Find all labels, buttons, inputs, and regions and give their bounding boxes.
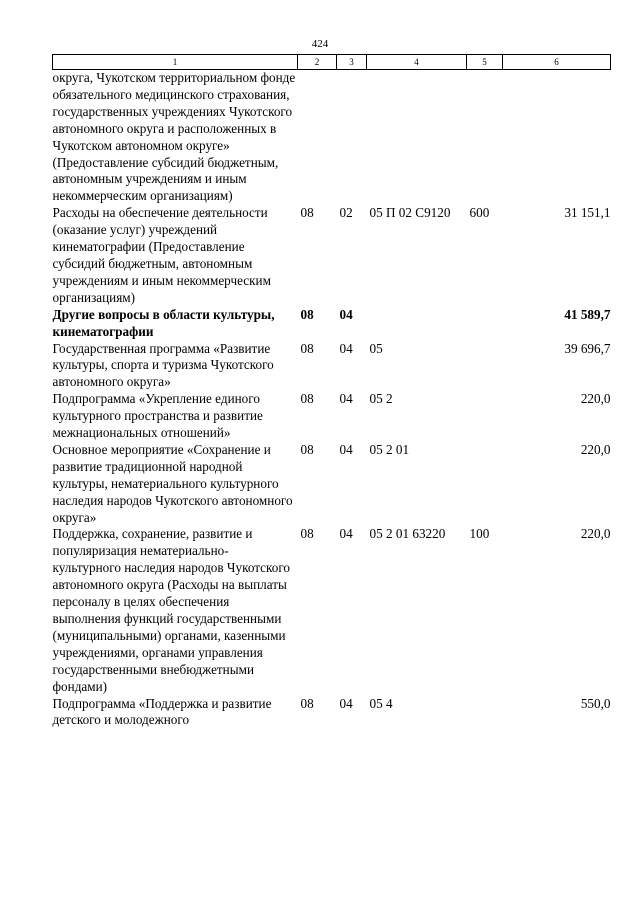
row-subsection: 04 [339,340,353,356]
row-section: 08 [300,391,314,407]
table-row [53,70,611,206]
header-row [53,55,611,70]
row-section: 08 [300,526,314,542]
table-header [53,55,611,70]
row-subsection: 04 [339,306,353,322]
row-target-article: 05 2 01 [369,441,410,457]
row-target-article: 05 [369,340,383,356]
row-target-article: 05 2 01 63220 [369,526,446,542]
row-target-article [367,307,467,341]
row-name: Расходы на обеспечение деятельности (оказание услуг) учреждений кинематографии (Предоставление субсидий бюджетным, автономным учреждениям и иным некоммерческим организациям) [52,205,271,305]
table-row [53,442,611,527]
row-expense-type [467,70,503,206]
header-col-3: 3 [337,55,367,70]
row-section: 08 [300,695,314,711]
table-row-section-total [53,307,611,341]
row-name: Поддержка, сохранение, развитие и популяризация нематериально-культурного наследия народов Чукотского автономного округа (Расходы на выплаты персоналу в целях обеспечения выполнения функций государственными (муниципальными) органами, казенными учреждениями, органами управления государственными внебюджетными фондами) [52,526,291,694]
table-body [53,70,611,730]
row-section: 08 [300,340,314,356]
row-subsection: 02 [339,205,353,221]
table-row [53,391,611,442]
row-amount [503,70,611,206]
row-section [298,70,337,206]
header-col-2: 2 [298,55,337,70]
row-subsection [337,70,367,206]
row-name: Другие вопросы в области культуры, кинематографии [52,306,275,339]
row-section: 08 [300,441,314,457]
row-subsection: 04 [339,695,353,711]
row-target-article: 05 2 [369,391,393,407]
row-amount: 41 589,7 [564,306,611,322]
row-amount: 220,0 [580,391,611,407]
row-target-article [367,70,467,206]
row-section: 08 [300,205,314,221]
row-amount: 220,0 [580,441,611,457]
row-subsection: 04 [339,441,353,457]
header-col-4: 4 [367,55,467,70]
table-row [53,205,611,306]
header-col-5: 5 [467,55,503,70]
page-number: 424 [311,38,329,50]
table-row [53,696,611,730]
table-row [53,526,611,695]
row-name: Подпрограмма «Поддержка и развитие детского и молодежного [52,695,272,728]
row-expense-type [467,341,503,392]
header-col-6: 6 [503,55,611,70]
row-expense-type [467,696,503,730]
row-subsection: 04 [339,391,353,407]
row-expense-type [467,307,503,341]
row-target-article: 05 П 02 С9120 [369,205,451,221]
row-section: 08 [300,306,314,322]
row-expense-type: 100 [469,526,490,542]
table-row [53,341,611,392]
row-name: Государственная программа «Развитие культуры, спорта и туризма Чукотского автономного округа» [52,340,274,390]
row-name: Подпрограмма «Укрепление единого культурного пространства и развитие межнациональных отношений» [52,391,263,441]
row-target-article: 05 4 [369,695,393,711]
header-col-1: 1 [53,55,298,70]
row-subsection: 04 [339,526,353,542]
row-name: Основное мероприятие «Сохранение и развитие традиционной народной культуры, нематериального культурного наследия народов Чукотского автономного округа» [52,441,293,525]
row-name: округа, Чукотском территориальном фонде обязательного медицинского страхования, государственных учреждениях Чукотского автономного округа и расположенных в Чукотском автономном округе» (Предоставление субсидий бюджетным, автономным учреждениям и иным некоммерческим организациям) [52,70,296,204]
row-amount: 39 696,7 [564,340,611,356]
row-expense-type [467,391,503,442]
row-expense-type: 600 [469,205,490,221]
row-expense-type [467,442,503,527]
row-amount: 550,0 [580,695,611,711]
row-amount: 220,0 [580,526,611,542]
budget-table [52,54,611,729]
row-amount: 31 151,1 [564,205,611,221]
